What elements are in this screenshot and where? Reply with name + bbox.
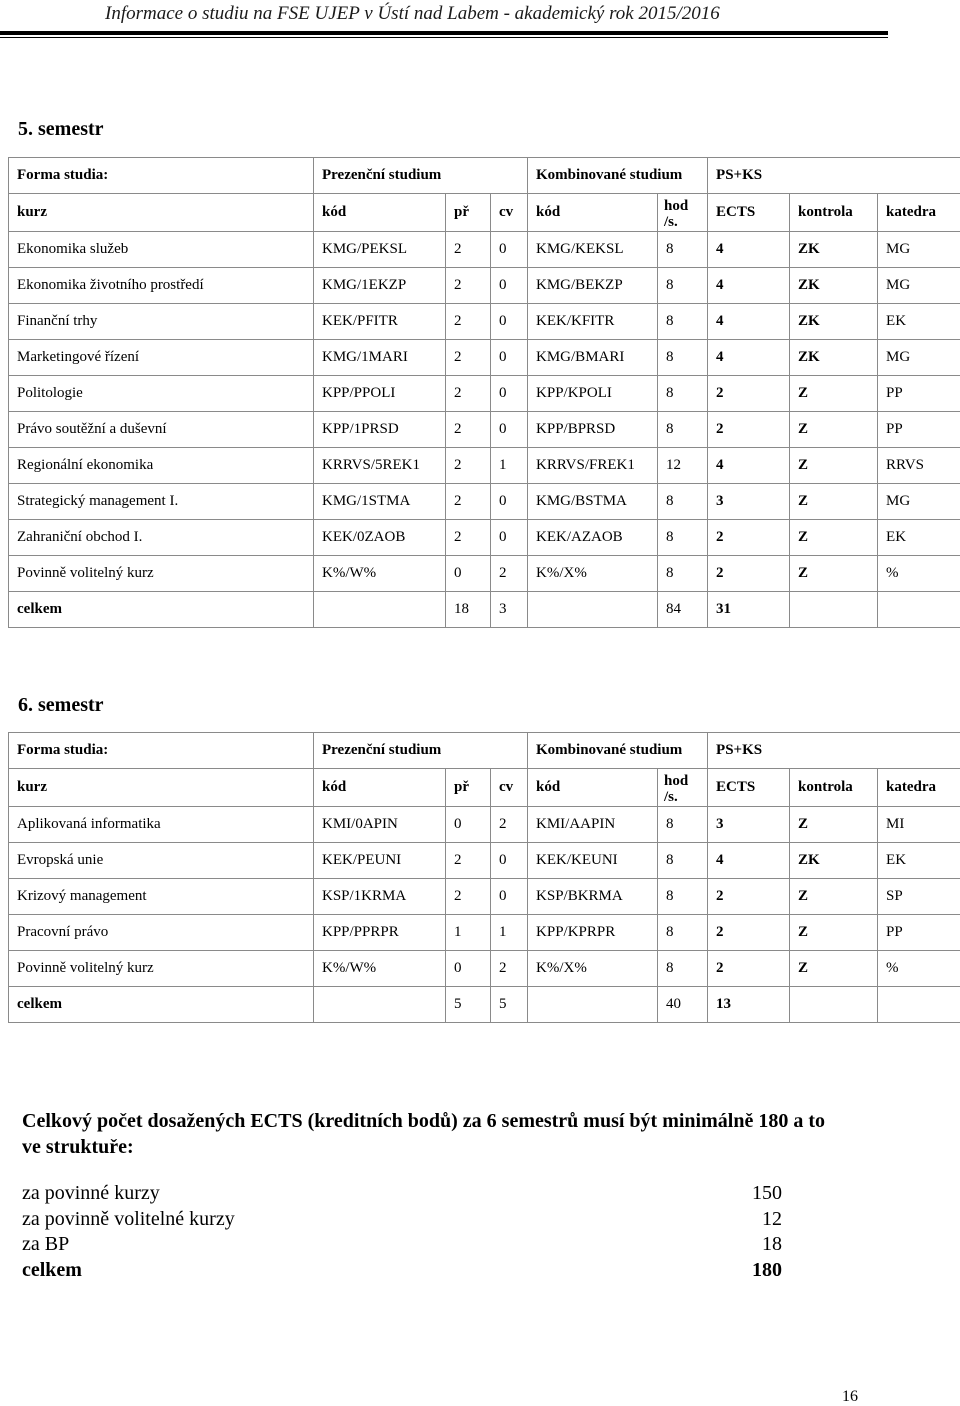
- course-row: [9, 843, 960, 879]
- semester-5-table: [8, 157, 960, 628]
- ects-structure-item: [22, 1259, 782, 1285]
- course-cv: 0: [491, 304, 528, 340]
- course-ects: 4: [708, 448, 790, 484]
- course-code-ks: KEK/AZAOB: [528, 520, 658, 556]
- course-hod: 8: [658, 520, 708, 556]
- total-row: [9, 987, 960, 1023]
- course-kontrola: Z: [790, 951, 878, 987]
- total-label: celkem: [9, 592, 314, 628]
- course-pr: 0: [446, 556, 491, 592]
- course-cv: 2: [491, 556, 528, 592]
- total-row: [9, 592, 960, 628]
- course-cv: 0: [491, 376, 528, 412]
- course-name: Strategický management I.: [9, 484, 314, 520]
- course-code-ps: KMG/1EKZP: [314, 268, 446, 304]
- course-name: Krizový management: [9, 879, 314, 915]
- course-ects: 2: [708, 376, 790, 412]
- course-katedra: %: [878, 556, 960, 592]
- course-kontrola: Z: [790, 556, 878, 592]
- ects-summary-text: Celkový počet dosažených ECTS (kreditních bodů) za 6 semestrů musí být minimálně 180 a to ve struktuře:: [22, 1108, 842, 1160]
- ects-structure-value: 150: [752, 1182, 782, 1205]
- course-katedra: MG: [878, 340, 960, 376]
- course-row: [9, 304, 960, 340]
- course-katedra: SP: [878, 879, 960, 915]
- course-code-ps: KMG/1MARI: [314, 340, 446, 376]
- course-row: [9, 340, 960, 376]
- form-label: Forma studia:: [9, 158, 314, 194]
- course-pr: 2: [446, 448, 491, 484]
- course-cv: 2: [491, 807, 528, 843]
- course-ects: 2: [708, 879, 790, 915]
- total-ects: 13: [708, 987, 790, 1023]
- course-cv: 0: [491, 268, 528, 304]
- course-cv: 1: [491, 915, 528, 951]
- course-ects: 4: [708, 232, 790, 268]
- form-row: [9, 733, 960, 769]
- course-code-ps: KSP/1KRMA: [314, 879, 446, 915]
- course-row: [9, 520, 960, 556]
- course-name: Marketingové řízení: [9, 340, 314, 376]
- header-kod-ks: kód: [528, 769, 658, 807]
- course-row: [9, 232, 960, 268]
- course-kontrola: Z: [790, 807, 878, 843]
- course-cv: 0: [491, 232, 528, 268]
- course-katedra: PP: [878, 376, 960, 412]
- total-empty-2: [528, 592, 658, 628]
- header-hod: [658, 194, 708, 232]
- course-code-ks: KMG/BSTMA: [528, 484, 658, 520]
- course-kontrola: Z: [790, 484, 878, 520]
- course-kontrola: ZK: [790, 843, 878, 879]
- course-code-ks: KMG/BEKZP: [528, 268, 658, 304]
- course-row: [9, 268, 960, 304]
- course-katedra: PP: [878, 412, 960, 448]
- course-pr: 1: [446, 915, 491, 951]
- course-code-ks: KPP/KPOLI: [528, 376, 658, 412]
- course-code-ks: K%/X%: [528, 556, 658, 592]
- course-code-ks: KMG/BMARI: [528, 340, 658, 376]
- course-katedra: MI: [878, 807, 960, 843]
- header-pr: př: [446, 769, 491, 807]
- course-hod: 8: [658, 232, 708, 268]
- course-code-ks: K%/X%: [528, 951, 658, 987]
- course-code-ks: KPP/BPRSD: [528, 412, 658, 448]
- course-cv: 0: [491, 484, 528, 520]
- course-pr: 2: [446, 843, 491, 879]
- header-kod-ps: kód: [314, 769, 446, 807]
- form-fulltime: Prezenční studium: [314, 158, 528, 194]
- course-name: Evropská unie: [9, 843, 314, 879]
- course-kontrola: Z: [790, 879, 878, 915]
- course-row: [9, 484, 960, 520]
- course-ects: 2: [708, 520, 790, 556]
- ects-structure-value: 18: [762, 1233, 782, 1256]
- total-ects: 31: [708, 592, 790, 628]
- header-katedra: katedra: [878, 194, 960, 232]
- course-hod: 8: [658, 376, 708, 412]
- course-row: [9, 879, 960, 915]
- course-ects: 2: [708, 556, 790, 592]
- course-katedra: MG: [878, 232, 960, 268]
- column-header-row: [9, 194, 960, 232]
- course-ects: 2: [708, 915, 790, 951]
- course-name: Zahraniční obchod I.: [9, 520, 314, 556]
- course-pr: 2: [446, 304, 491, 340]
- course-hod: 8: [658, 412, 708, 448]
- course-code-ps: KRRVS/5REK1: [314, 448, 446, 484]
- course-pr: 2: [446, 879, 491, 915]
- course-ects: 2: [708, 412, 790, 448]
- course-kontrola: Z: [790, 520, 878, 556]
- header-hod-label: hod /s.: [664, 198, 694, 230]
- course-hod: 8: [658, 268, 708, 304]
- course-katedra: MG: [878, 268, 960, 304]
- course-name: Regionální ekonomika: [9, 448, 314, 484]
- course-code-ks: KPP/KPRPR: [528, 915, 658, 951]
- course-row: [9, 448, 960, 484]
- course-code-ps: KPP/PPRPR: [314, 915, 446, 951]
- ects-structure-value: 180: [752, 1259, 782, 1282]
- course-code-ks: KRRVS/FREK1: [528, 448, 658, 484]
- course-name: Pracovní právo: [9, 915, 314, 951]
- course-kontrola: ZK: [790, 268, 878, 304]
- course-code-ps: KPP/PPOLI: [314, 376, 446, 412]
- course-kontrola: Z: [790, 376, 878, 412]
- course-hod: 8: [658, 879, 708, 915]
- header-rule-thick: [0, 31, 888, 35]
- ects-structure-item: [22, 1233, 782, 1259]
- course-katedra: MG: [878, 484, 960, 520]
- course-row: [9, 915, 960, 951]
- course-hod: 8: [658, 843, 708, 879]
- header-kurz: kurz: [9, 194, 314, 232]
- header-cv: cv: [491, 194, 528, 232]
- total-cv: 5: [491, 987, 528, 1023]
- total-label: celkem: [9, 987, 314, 1023]
- course-pr: 0: [446, 807, 491, 843]
- course-pr: 2: [446, 376, 491, 412]
- course-hod: 8: [658, 484, 708, 520]
- form-both: PS+KS: [708, 733, 960, 769]
- course-hod: 8: [658, 556, 708, 592]
- form-combined: Kombinované studium: [528, 733, 708, 769]
- ects-structure-item: [22, 1182, 782, 1208]
- course-row: [9, 376, 960, 412]
- course-katedra: %: [878, 951, 960, 987]
- total-cv: 3: [491, 592, 528, 628]
- header-kurz: kurz: [9, 769, 314, 807]
- course-cv: 0: [491, 843, 528, 879]
- course-code-ks: KEK/KEUNI: [528, 843, 658, 879]
- semester-5-title: 5. semestr: [18, 118, 104, 141]
- course-pr: 0: [446, 951, 491, 987]
- course-name: Právo soutěžní a duševní: [9, 412, 314, 448]
- course-katedra: EK: [878, 843, 960, 879]
- semester-6-table: [8, 732, 960, 1023]
- form-row: [9, 158, 960, 194]
- ects-structure-list: [22, 1182, 782, 1284]
- course-code-ks: KSP/BKRMA: [528, 879, 658, 915]
- course-kontrola: Z: [790, 448, 878, 484]
- course-hod: 12: [658, 448, 708, 484]
- course-katedra: EK: [878, 304, 960, 340]
- course-ects: 2: [708, 951, 790, 987]
- course-hod: 8: [658, 915, 708, 951]
- course-kontrola: ZK: [790, 232, 878, 268]
- header-kod-ks: kód: [528, 194, 658, 232]
- total-empty-1: [314, 592, 446, 628]
- total-empty-3: [790, 592, 878, 628]
- header-title: Informace o studiu na FSE UJEP v Ústí nad Labem - akademický rok 2015/2016: [105, 3, 720, 25]
- course-name: Povinně volitelný kurz: [9, 951, 314, 987]
- course-hod: 8: [658, 807, 708, 843]
- course-ects: 4: [708, 843, 790, 879]
- course-pr: 2: [446, 484, 491, 520]
- course-code-ps: KEK/PEUNI: [314, 843, 446, 879]
- course-code-ks: KMI/AAPIN: [528, 807, 658, 843]
- course-cv: 0: [491, 340, 528, 376]
- header-kontrola: kontrola: [790, 194, 878, 232]
- header-ects: ECTS: [708, 194, 790, 232]
- course-name: Ekonomika služeb: [9, 232, 314, 268]
- total-hod: 40: [658, 987, 708, 1023]
- course-code-ps: KEK/PFITR: [314, 304, 446, 340]
- course-katedra: PP: [878, 915, 960, 951]
- course-hod: 8: [658, 951, 708, 987]
- course-row: [9, 556, 960, 592]
- course-cv: 0: [491, 412, 528, 448]
- course-kontrola: ZK: [790, 304, 878, 340]
- course-ects: 4: [708, 340, 790, 376]
- header-cv: cv: [491, 769, 528, 807]
- page-number: 16: [842, 1388, 858, 1406]
- total-empty-1: [314, 987, 446, 1023]
- course-code-ks: KMG/KEKSL: [528, 232, 658, 268]
- total-empty-4: [878, 987, 960, 1023]
- course-code-ps: KEK/0ZAOB: [314, 520, 446, 556]
- form-combined: Kombinované studium: [528, 158, 708, 194]
- course-katedra: EK: [878, 520, 960, 556]
- course-cv: 2: [491, 951, 528, 987]
- course-pr: 2: [446, 268, 491, 304]
- header-hod-label: hod /s.: [664, 773, 694, 805]
- course-pr: 2: [446, 232, 491, 268]
- ects-structure-label: za povinně volitelné kurzy: [22, 1208, 235, 1231]
- header-kod-ps: kód: [314, 194, 446, 232]
- course-name: Politologie: [9, 376, 314, 412]
- course-name: Finanční trhy: [9, 304, 314, 340]
- ects-structure-label: za povinné kurzy: [22, 1182, 160, 1205]
- header-ects: ECTS: [708, 769, 790, 807]
- semester-6-title: 6. semestr: [18, 694, 104, 717]
- ects-structure-value: 12: [762, 1208, 782, 1231]
- ects-structure-label: za BP: [22, 1233, 69, 1256]
- course-ects: 3: [708, 484, 790, 520]
- header-rule-thin: [0, 37, 888, 38]
- course-cv: 1: [491, 448, 528, 484]
- course-ects: 4: [708, 268, 790, 304]
- course-row: [9, 951, 960, 987]
- course-pr: 2: [446, 340, 491, 376]
- total-empty-2: [528, 987, 658, 1023]
- form-both: PS+KS: [708, 158, 960, 194]
- course-code-ps: KMI/0APIN: [314, 807, 446, 843]
- total-empty-4: [878, 592, 960, 628]
- form-label: Forma studia:: [9, 733, 314, 769]
- header-hod: [658, 769, 708, 807]
- course-kontrola: Z: [790, 412, 878, 448]
- ects-structure-label: celkem: [22, 1259, 82, 1282]
- course-code-ps: K%/W%: [314, 556, 446, 592]
- course-name: Ekonomika životního prostředí: [9, 268, 314, 304]
- course-hod: 8: [658, 304, 708, 340]
- header-pr: př: [446, 194, 491, 232]
- course-cv: 0: [491, 520, 528, 556]
- course-code-ks: KEK/KFITR: [528, 304, 658, 340]
- course-kontrola: ZK: [790, 340, 878, 376]
- course-code-ps: KMG/PEKSL: [314, 232, 446, 268]
- course-pr: 2: [446, 412, 491, 448]
- ects-structure-item: [22, 1208, 782, 1234]
- column-header-row: [9, 769, 960, 807]
- course-ects: 3: [708, 807, 790, 843]
- course-name: Aplikovaná informatika: [9, 807, 314, 843]
- course-code-ps: K%/W%: [314, 951, 446, 987]
- course-hod: 8: [658, 340, 708, 376]
- course-row: [9, 807, 960, 843]
- total-pr: 5: [446, 987, 491, 1023]
- page-header: [0, 0, 960, 40]
- total-hod: 84: [658, 592, 708, 628]
- course-name: Povinně volitelný kurz: [9, 556, 314, 592]
- course-code-ps: KMG/1STMA: [314, 484, 446, 520]
- course-ects: 4: [708, 304, 790, 340]
- total-pr: 18: [446, 592, 491, 628]
- total-empty-3: [790, 987, 878, 1023]
- form-fulltime: Prezenční studium: [314, 733, 528, 769]
- course-row: [9, 412, 960, 448]
- course-cv: 0: [491, 879, 528, 915]
- course-kontrola: Z: [790, 915, 878, 951]
- header-katedra: katedra: [878, 769, 960, 807]
- course-code-ps: KPP/1PRSD: [314, 412, 446, 448]
- course-pr: 2: [446, 520, 491, 556]
- header-kontrola: kontrola: [790, 769, 878, 807]
- course-katedra: RRVS: [878, 448, 960, 484]
